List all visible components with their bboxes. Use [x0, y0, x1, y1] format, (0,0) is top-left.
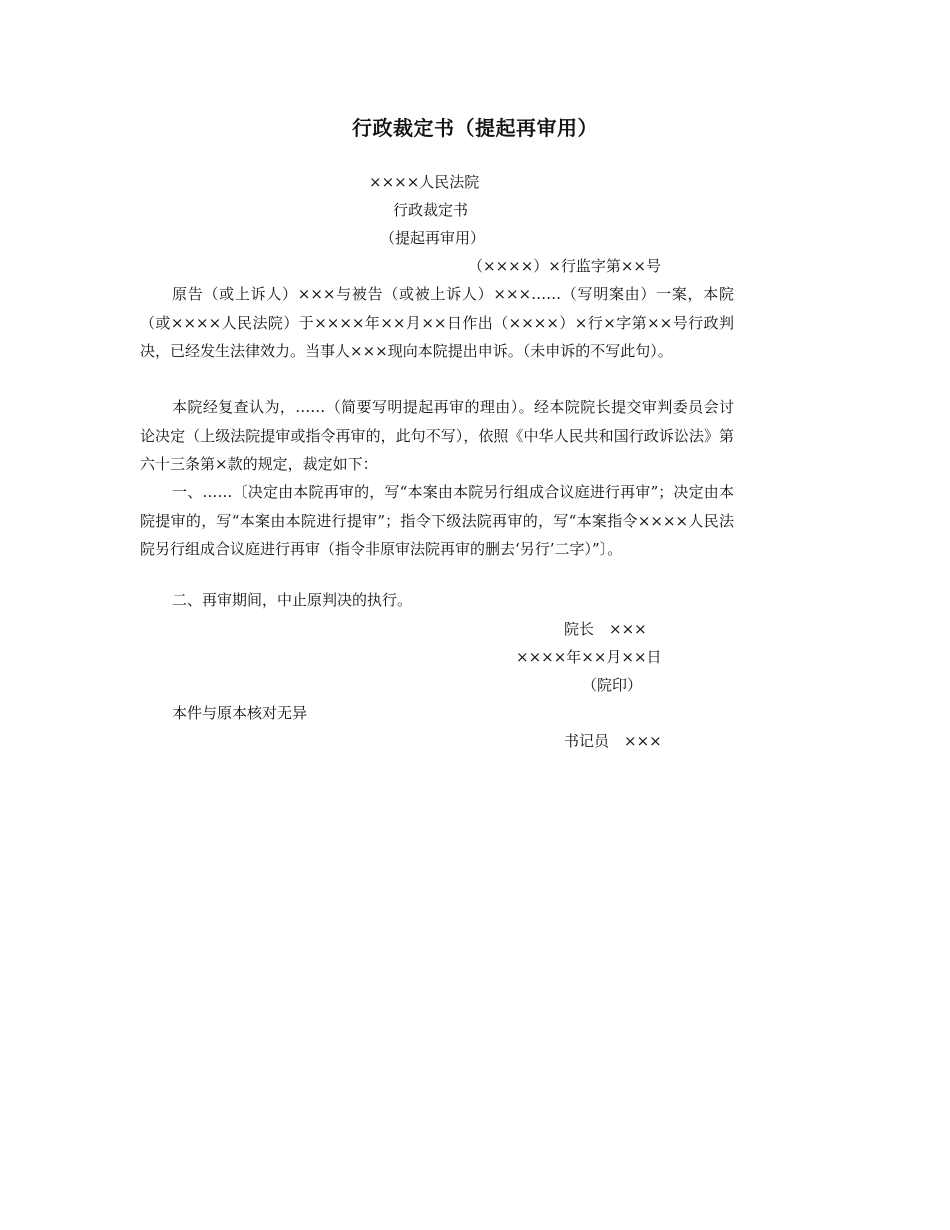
document-subtype: （提起再审用）: [380, 229, 486, 247]
president-signature: 院长 ×××: [564, 620, 647, 638]
paragraph-case-background: 原告（或上诉人）×××与被告（或被上诉人）×××……（写明案由）一案，本院（或××××人民法院）于××××年××月××日作出（××××）×行×字第××号行政判决，已经发生法律效力。当事人×××现向本院提出申诉。（未申诉的不写此句）。: [140, 285, 734, 360]
paragraph-review-reason: 本院经复查认为，……（简要写明提起再审的理由）。经本院院长提交审判委员会讨论决定（上级法院提审或指令再审的，此句不写），依照《中华人民共和国行政诉讼法》第六十三条第×款的规定，裁定如下：: [140, 398, 734, 473]
document-type: 行政裁定书: [393, 201, 469, 219]
verification-note: 本件与原本核对无异: [172, 704, 308, 722]
clerk-signature: 书记员 ×××: [564, 732, 662, 750]
paragraph-ruling-one: 一、……〔决定由本院再审的，写“本案由本院另行组成合议庭进行再审”；决定由本院提审的，写“本案由本院进行提审”；指令下级法院再审的，写“本案指令××××人民法院另行组成合议庭进行再审（指令非原审法院再审的删去‘另行’二字）”〕。: [140, 483, 734, 558]
paragraph-ruling-two: 二、再审期间，中止原判决的执行。: [172, 591, 413, 609]
ruling-date: ××××年××月××日: [516, 648, 662, 666]
court-name: ××××人民法院: [369, 173, 480, 191]
court-seal: （院印）: [582, 676, 643, 694]
case-number: （××××）×行监字第××号: [468, 257, 661, 275]
document-title: 行政裁定书（提起再审用）: [352, 116, 598, 140]
